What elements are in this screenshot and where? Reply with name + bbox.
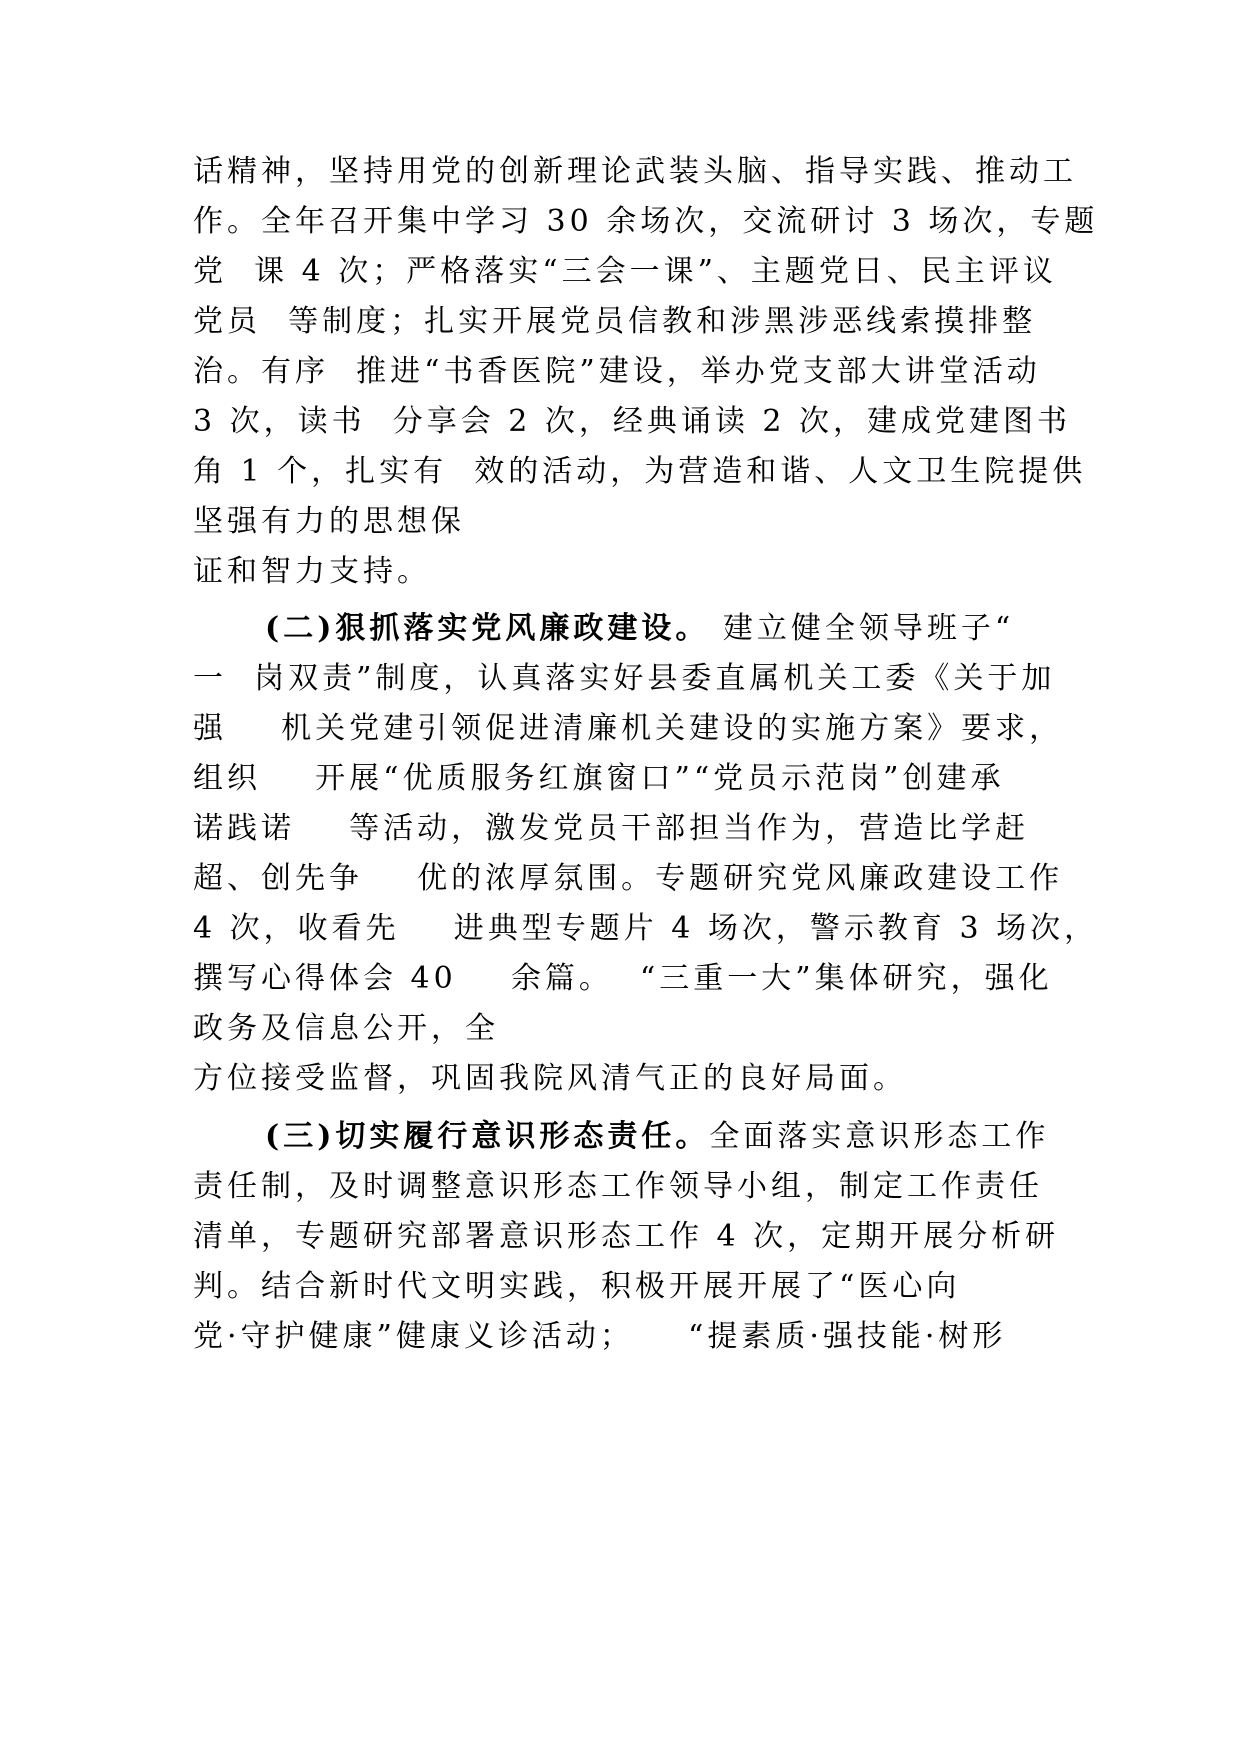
text-line: 3 次，读书 分享会 2 次，经典诵读 2 次，建成党建图书 xyxy=(193,404,1072,439)
text-line: 组织 开展“优质服务红旗窗口”“党员示范岗”创建承 xyxy=(193,761,1005,796)
text-line: 4 次，收看先 进典型专题片 4 场次，警示教育 3 场次， xyxy=(193,911,1099,946)
text-line: 作。全年召开集中学习 30 余场次，交流研讨 3 场次，专题 xyxy=(193,204,1099,239)
text-line: 党·守护健康”健康义诊活动； “提素质·强技能·树形 xyxy=(193,1319,1007,1354)
text-line: 话精神，坚持用党的创新理论武装头脑、指导实践、推动工 xyxy=(193,154,1077,189)
text-line: 责任制，及时调整意识形态工作领导小组，制定工作责任 xyxy=(193,1169,1043,1204)
text-line: 证和智力支持。 xyxy=(193,554,431,589)
text-line: 坚强有力的思想保 xyxy=(193,504,465,539)
text-line: 党员 等制度；扎实开展党员信教和涉黑涉恶线索摸排整 xyxy=(193,304,1037,339)
text-line: 一 岗双责”制度，认真落实好县委直属机关工委《关于加 xyxy=(193,661,1056,696)
section-heading: (二)狠抓落实党风廉政建设。 xyxy=(265,611,710,646)
paragraph-first-line xyxy=(265,609,1014,649)
text-line: 撰写心得体会 40 余篇。 “三重一大”集体研究，强化 xyxy=(193,961,1053,996)
text-line: 角 1 个，扎实有 效的活动，为营造和谐、人文卫生院提供 xyxy=(193,454,1087,489)
text-line: 超、创先争 优的浓厚氛围。专题研究党风廉政建设工作 xyxy=(193,861,1064,896)
text-span: 建立健全领导班子“ xyxy=(709,611,1015,646)
section-heading: (三)切实履行意识形态责任。 xyxy=(265,1119,710,1154)
text-line: 诺践诺 等活动，激发党员干部担当作为，营造比学赶 xyxy=(193,811,1030,846)
text-line: 清单，专题研究部署意识形态工作 4 次，定期开展分析研 xyxy=(193,1219,1060,1254)
text-line: 方位接受监督，巩固我院风清气正的良好局面。 xyxy=(193,1061,907,1096)
text-line: 政务及信息公开，全 xyxy=(193,1011,499,1046)
text-span: 全面落实意识形态工作 xyxy=(709,1119,1050,1154)
text-line: 治。有序 推进“书香医院”建设，举办党支部大讲堂活动 xyxy=(193,354,1041,389)
text-line: 强 机关党建引领促进清廉机关建设的实施方案》要求， xyxy=(193,711,1064,746)
paragraph-first-line xyxy=(265,1117,1049,1157)
text-line: 党 课 4 次；严格落实“三会一课”、主题党日、民主评议 xyxy=(193,254,1057,289)
text-line: 判。结合新时代文明实践，积极开展开展了“医心向 xyxy=(193,1269,961,1304)
